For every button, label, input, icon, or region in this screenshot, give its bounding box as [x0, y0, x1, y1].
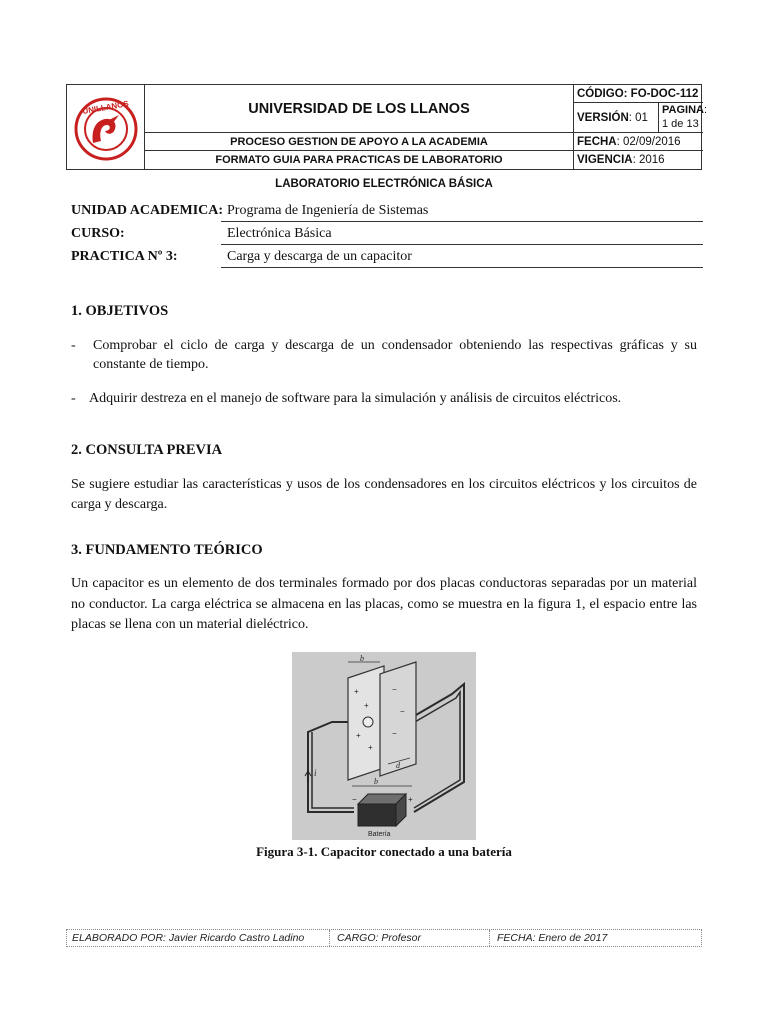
document-code: CÓDIGO: FO-DOC-112: [574, 85, 703, 103]
process-name: PROCESO GESTION DE APOYO A LA ACADEMIA: [145, 133, 574, 151]
list-item: [71, 336, 697, 376]
plus-sign: +: [364, 701, 369, 710]
battery-label: Batería: [368, 831, 391, 838]
fundamento-text: Un capacitor es un elemento de dos terminales formado por dos placas conductoras separadas por un material no conductor. La carga eléctrica se almacena en las placas, como se muestra en la figura 1, el espacio entre las placas se llena con un material dieléctrico.: [71, 576, 697, 632]
label-b: b: [360, 654, 364, 663]
version-field: [574, 103, 659, 133]
battery-plus: +: [408, 795, 413, 804]
info-row-practice: [71, 246, 703, 268]
info-row-course: [71, 223, 703, 245]
footer-date: FECHA: Enero de 2017: [497, 932, 608, 944]
section-heading-objetivos: 1. OBJETIVOS: [71, 303, 169, 319]
info-value: Carga y descarga de un capacitor: [227, 249, 412, 264]
page-field: [659, 103, 708, 133]
logo-text: UNILLANOS: [81, 99, 130, 117]
date-label: FECHA: [577, 136, 617, 148]
validity-value: : 2016: [632, 154, 665, 166]
info-value: Electrónica Básica: [227, 226, 332, 241]
info-value: Programa de Ingeniería de Sistemas: [227, 203, 429, 218]
footer-divider: [329, 930, 330, 946]
plus-sign: +: [368, 743, 373, 752]
bullet-dash: -: [71, 338, 76, 353]
version-label: VERSIÓN: [577, 112, 629, 124]
bullet-dash: -: [71, 391, 76, 406]
page-label: PAGINA: [662, 104, 704, 116]
format-name: FORMATO GUIA PARA PRACTICAS DE LABORATORIO: [145, 151, 574, 169]
minus-sign: −: [400, 707, 405, 716]
university-name: UNIVERSIDAD DE LOS LLANOS: [145, 85, 574, 133]
footer-table: [66, 929, 702, 947]
list-item: [71, 389, 697, 409]
divider: [221, 244, 703, 245]
info-row-unit: [71, 200, 703, 222]
info-label: CURSO:: [71, 226, 125, 241]
footer-role: CARGO: Profesor: [337, 932, 422, 944]
header-table: [66, 84, 708, 170]
footer-author: ELABORADO POR: Javier Ricardo Castro Ladino: [72, 932, 305, 944]
footer-divider: [489, 930, 490, 946]
validity-field: [574, 151, 703, 169]
section-heading-fundamento: 3. FUNDAMENTO TEÓRICO: [71, 542, 263, 558]
info-label: UNIDAD ACADEMICA:: [71, 203, 224, 218]
minus-sign: −: [392, 729, 397, 738]
validity-label: VIGENCIA: [577, 154, 633, 166]
objective-text: Adquirir destreza en el manejo de software para la simulación y análisis de circuitos eléctricos.: [89, 391, 622, 406]
objective-text: Comprobar el ciclo de carga y descarga de un condensador obteniendo las respectivas gráficas y su constante de tiempo.: [93, 338, 697, 372]
label-b-lower: b: [374, 777, 378, 786]
minus-sign: −: [392, 685, 397, 694]
date-value: : 02/09/2016: [616, 136, 681, 148]
version-value: : 01: [628, 112, 648, 124]
capacitor-illustration: [292, 652, 476, 840]
label-d: d: [396, 761, 400, 770]
battery-minus: −: [352, 795, 357, 804]
page-value: : 1 de 13: [662, 104, 708, 130]
date-field: [574, 133, 703, 151]
capacitor-figure: [292, 652, 476, 840]
plus-sign: +: [354, 687, 359, 696]
university-logo: [67, 85, 145, 169]
lab-title: LABORATORIO ELECTRÓNICA BÁSICA: [275, 178, 493, 190]
consulta-text: Se sugiere estudiar las características y usos de los condensadores en los circuitos eléctricos y los circuitos de carga y descarga.: [71, 477, 697, 512]
info-label: PRACTICA Nº 3:: [71, 249, 178, 264]
plus-sign: +: [356, 731, 361, 740]
logo-cell: [67, 85, 145, 169]
figure-caption: Figura 3-1. Capacitor conectado a una batería: [256, 844, 512, 859]
label-current: i: [314, 768, 317, 778]
divider: [221, 221, 703, 222]
divider: [221, 267, 703, 268]
section-heading-consulta: 2. CONSULTA PREVIA: [71, 442, 223, 458]
